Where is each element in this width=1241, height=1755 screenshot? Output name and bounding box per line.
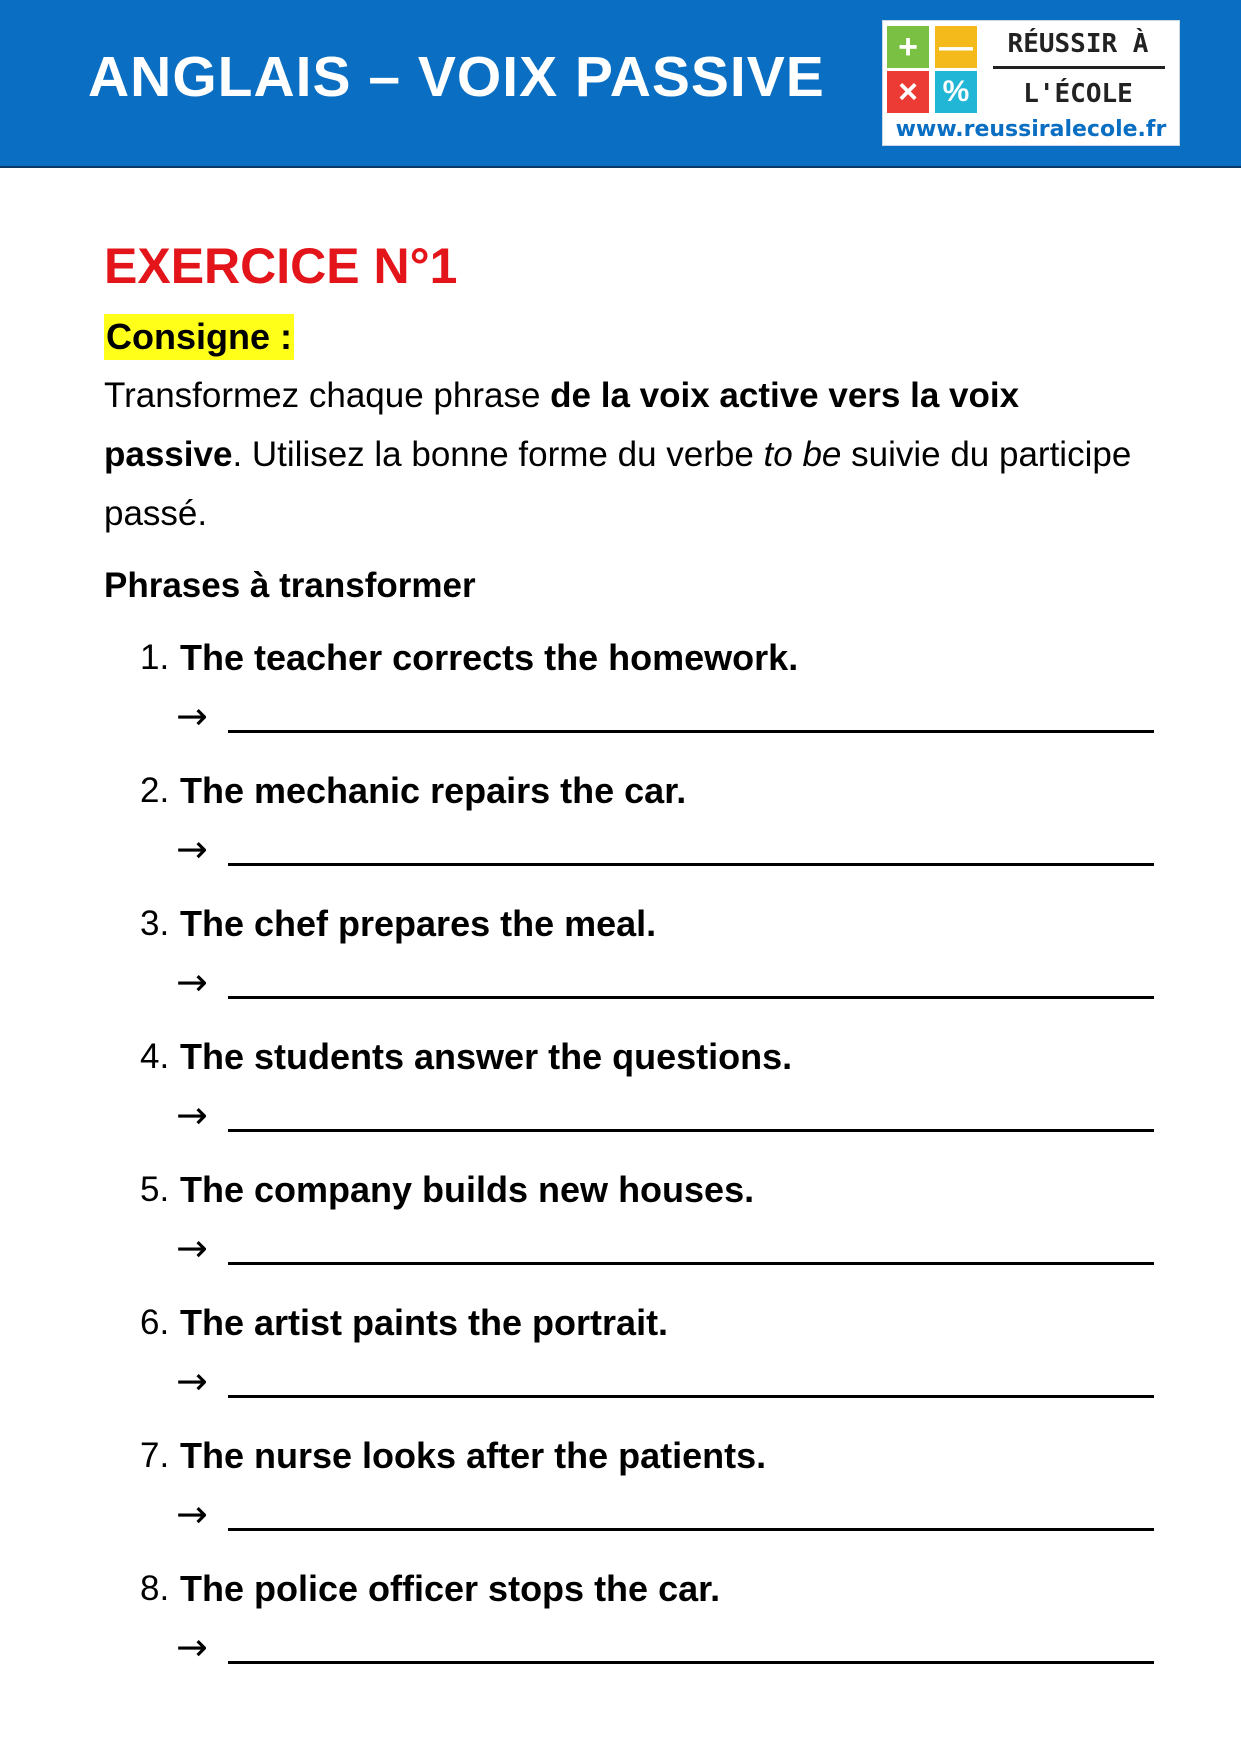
item-number: 5. [140, 1170, 170, 1209]
item-sentence: The mechanic repairs the car. [180, 770, 687, 811]
logo-divider [993, 66, 1165, 69]
answer-line[interactable] [228, 1661, 1154, 1664]
instruction-bold: de la voix active vers la voix passive [104, 376, 1020, 474]
item-sentence: The police officer stops the car. [180, 1568, 721, 1609]
item-number: 7. [140, 1436, 170, 1475]
logo-text-line2: L'ÉCOLE [1023, 79, 1133, 109]
answer-line[interactable] [228, 730, 1154, 733]
list-item [104, 1034, 1150, 1167]
arrow-icon: → [176, 1226, 208, 1270]
item-number: 3. [140, 904, 170, 943]
item-number: 8. [140, 1569, 170, 1608]
arrow-icon: → [176, 1625, 208, 1669]
page-header [0, 0, 1241, 168]
item-sentence: The teacher corrects the homework. [180, 637, 799, 678]
arrow-icon: → [176, 1359, 208, 1403]
answer-line[interactable] [228, 1528, 1154, 1531]
page-title: ANGLAIS – VOIX PASSIVE [88, 45, 825, 109]
percent-icon: % [935, 71, 977, 113]
list-item [104, 1300, 1150, 1433]
item-sentence: The nurse looks after the patients. [180, 1435, 767, 1476]
arrow-icon: → [176, 960, 208, 1004]
instruction-part: Transformez chaque phrase [104, 376, 551, 415]
instruction-text [104, 366, 1150, 543]
item-number: 4. [140, 1037, 170, 1076]
sentence-list [104, 635, 1150, 1699]
list-item [104, 1566, 1150, 1699]
item-number: 2. [140, 771, 170, 810]
arrow-icon: → [176, 827, 208, 871]
answer-line[interactable] [228, 1129, 1154, 1132]
instruction-italic: to be [763, 435, 842, 474]
logo [882, 20, 1180, 146]
consigne-label: Consigne : [104, 314, 294, 360]
logo-url: www.reussiralecole.fr [895, 117, 1167, 142]
section-subheading: Phrases à transformer [104, 566, 476, 605]
answer-line[interactable] [228, 863, 1154, 866]
arrow-icon: → [176, 694, 208, 738]
list-item [104, 901, 1150, 1034]
exercise-section [104, 232, 1150, 1699]
list-item [104, 635, 1150, 768]
arrow-icon: → [176, 1492, 208, 1536]
multiply-icon: × [887, 71, 929, 113]
item-sentence: The artist paints the portrait. [180, 1302, 669, 1343]
list-item [104, 1433, 1150, 1566]
answer-line[interactable] [228, 996, 1154, 999]
answer-line[interactable] [228, 1395, 1154, 1398]
instruction-part: . Utilisez la bonne forme du verbe [232, 435, 764, 474]
plus-icon: + [887, 26, 929, 68]
item-sentence: The students answer the questions. [180, 1036, 793, 1077]
list-item [104, 768, 1150, 901]
item-sentence: The chef prepares the meal. [180, 903, 657, 944]
instruction-part: suivie du participe passé. [104, 435, 1132, 533]
arrow-icon: → [176, 1093, 208, 1137]
item-number: 6. [140, 1303, 170, 1342]
minus-icon: — [935, 26, 977, 68]
answer-line[interactable] [228, 1262, 1154, 1265]
item-sentence: The company builds new houses. [180, 1169, 755, 1210]
item-number: 1. [140, 638, 170, 677]
list-item [104, 1167, 1150, 1300]
logo-text-line1: RÉUSSIR À [1007, 29, 1149, 59]
exercise-title: EXERCICE N°1 [104, 238, 458, 294]
